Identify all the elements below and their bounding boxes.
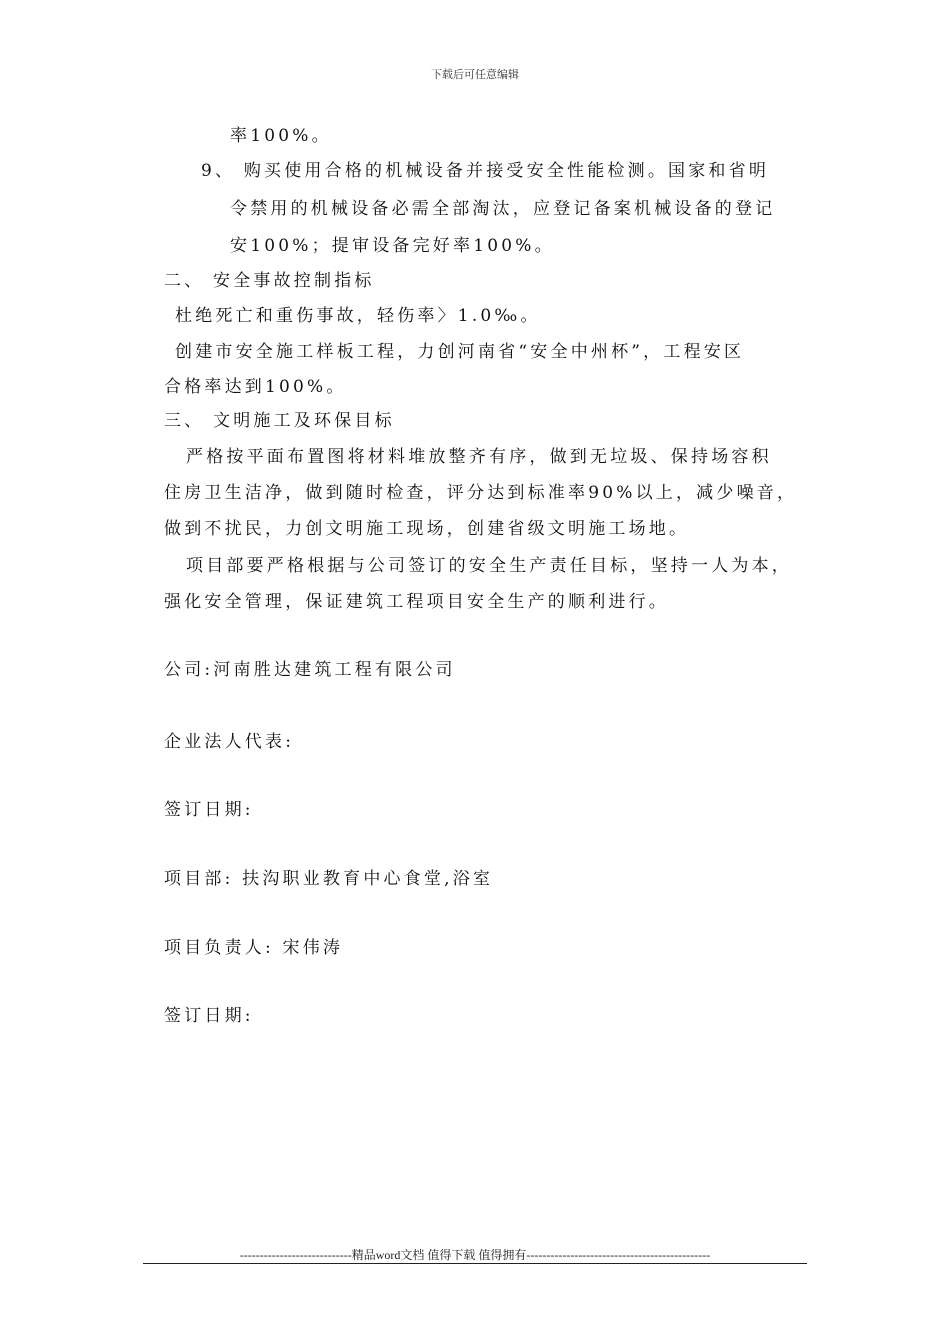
body-line-14: 强化安全管理，保证建筑工程项目安全生产的顺利进行。 [164,592,669,612]
list-item-9-line-2: 令禁用的机械设备必需全部淘汰，应登记备案机械设备的登记 [230,199,776,219]
section-heading-3: 三、 文明施工及环保目标 [164,411,395,431]
body-line-10: 严格按平面布置图将材料堆放整齐有序，做到无垃圾、保持场容积 [186,447,772,467]
body-line-7: 创建市安全施工样板工程，力创河南省“安全中州杯”，工程安区 [175,342,745,362]
page-footer-text: ----------------------------精品word文档 值得下载 值得拥有---------------------------------------------- [239,1248,711,1262]
body-line-12: 做到不扰民，力创文明施工现场，创建省级文明施工场地。 [164,519,690,539]
body-line-1: 率100%。 [230,126,332,146]
list-item-9-line-1: 9、 购买使用合格的机械设备并接受安全性能检测。国家和省明 [201,161,770,181]
company-name: 公司:河南胜达建筑工程有限公司 [164,660,456,680]
project-lead: 项目负责人: 宋伟涛 [164,938,344,958]
sign-date-label-2: 签订日期: [164,1006,254,1026]
project-department: 项目部: 扶沟职业教育中心食堂,浴室 [164,869,494,889]
legal-representative-label: 企业法人代表: [164,732,295,752]
footer-divider [143,1263,807,1264]
section-heading-2: 二、 安全事故控制指标 [164,271,375,291]
page-header-text: 下载后可任意编辑 [431,68,519,81]
body-line-8: 合格率达到100%。 [164,377,347,397]
body-line-6: 杜绝死亡和重伤事故，轻伤率〉1.0‰。 [175,306,541,326]
sign-date-label-1: 签订日期: [164,800,254,820]
body-line-13: 项目部要严格根据与公司签订的安全生产责任目标，坚持一人为本， [186,556,792,576]
body-line-11: 住房卫生洁净，做到随时检查，评分达到标准率90%以上，减少噪音， [164,483,798,503]
list-item-9-line-3: 安100%；提审设备完好率100%。 [230,236,555,256]
